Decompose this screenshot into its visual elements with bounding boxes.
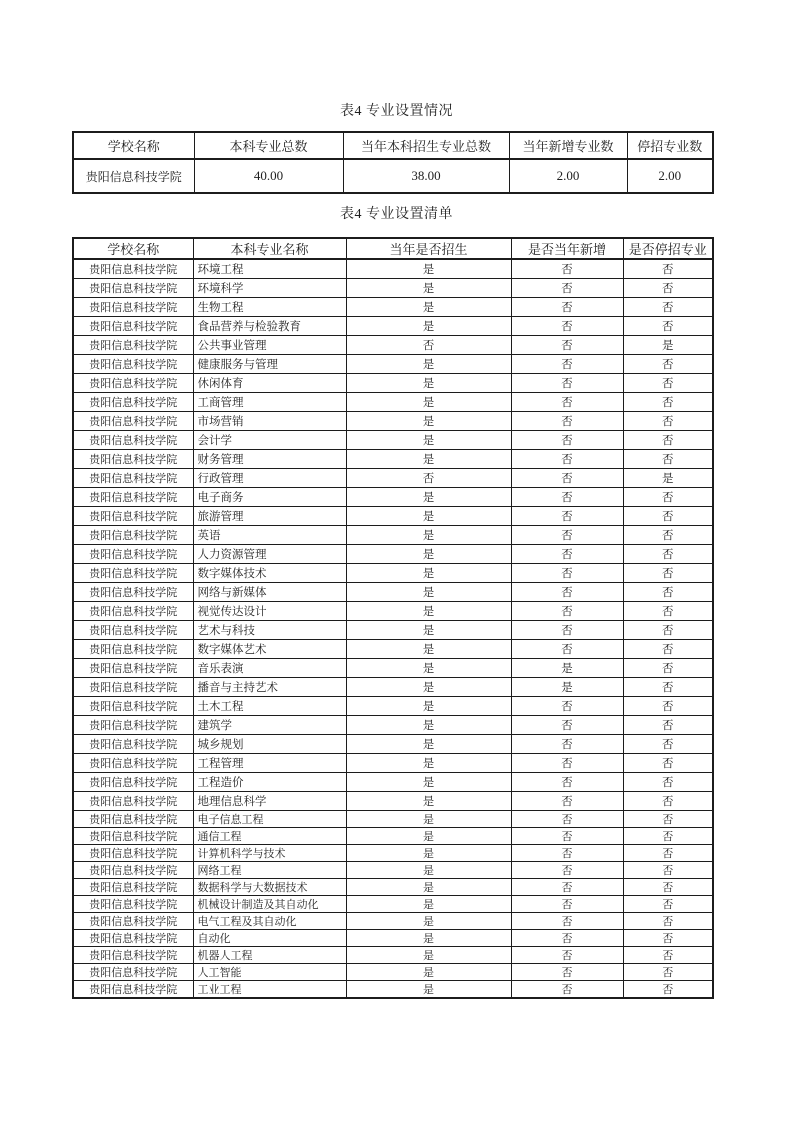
table-cell: 否 <box>623 878 713 895</box>
table-cell: 否 <box>511 620 623 639</box>
table-cell: 艺术与科技 <box>193 620 346 639</box>
table-row <box>73 980 713 998</box>
table-cell: 否 <box>511 335 623 354</box>
table-row <box>73 753 713 772</box>
table-cell: 否 <box>623 963 713 980</box>
table-cell: 否 <box>623 980 713 998</box>
table-cell: 贵阳信息科技学院 <box>73 525 193 544</box>
table-cell: 否 <box>623 506 713 525</box>
table-cell: 否 <box>623 297 713 316</box>
table-cell: 否 <box>623 449 713 468</box>
table-cell: 城乡规划 <box>193 734 346 753</box>
table-cell: 否 <box>511 278 623 297</box>
table-cell: 贵阳信息科技学院 <box>73 601 193 620</box>
table-cell: 机器人工程 <box>193 946 346 963</box>
header-row <box>73 238 713 259</box>
table-cell: 否 <box>623 525 713 544</box>
table-row <box>73 316 713 335</box>
table-cell: 贵阳信息科技学院 <box>73 827 193 844</box>
table-cell: 否 <box>623 734 713 753</box>
summary-table <box>72 131 714 194</box>
table-cell: 否 <box>511 525 623 544</box>
table-cell: 贵阳信息科技学院 <box>73 582 193 601</box>
table-row <box>73 895 713 912</box>
table-cell: 否 <box>623 544 713 563</box>
table-cell: 是 <box>346 392 511 411</box>
table-cell: 否 <box>511 297 623 316</box>
table-row <box>73 878 713 895</box>
table-cell: 否 <box>623 354 713 373</box>
table-cell: 贵阳信息科技学院 <box>73 411 193 430</box>
table-cell: 否 <box>623 563 713 582</box>
table-cell: 贵阳信息科技学院 <box>73 354 193 373</box>
table-cell: 是 <box>346 487 511 506</box>
table-row <box>73 563 713 582</box>
table-cell: 贵阳信息科技学院 <box>73 563 193 582</box>
table-cell: 否 <box>623 316 713 335</box>
table-cell: 贵阳信息科技学院 <box>73 980 193 998</box>
table-cell: 贵阳信息科技学院 <box>73 696 193 715</box>
table-cell: 否 <box>511 772 623 791</box>
table-cell: 否 <box>623 582 713 601</box>
table-cell: 是 <box>346 946 511 963</box>
table-cell: 食品营养与检验教育 <box>193 316 346 335</box>
table-cell: 否 <box>511 946 623 963</box>
table-cell: 否 <box>346 468 511 487</box>
table-cell: 网络工程 <box>193 861 346 878</box>
table-cell: 否 <box>511 354 623 373</box>
table-cell: 是 <box>511 677 623 696</box>
table-row <box>73 601 713 620</box>
table-row <box>73 639 713 658</box>
table-cell: 贵阳信息科技学院 <box>73 449 193 468</box>
column-header: 当年新增专业数 <box>509 132 627 159</box>
table-row <box>73 582 713 601</box>
table-cell: 否 <box>623 929 713 946</box>
table-cell: 否 <box>511 791 623 810</box>
table-row <box>73 354 713 373</box>
table-row <box>73 963 713 980</box>
table-cell: 否 <box>511 912 623 929</box>
column-header: 本科专业名称 <box>193 238 346 259</box>
table-cell: 通信工程 <box>193 827 346 844</box>
table-cell: 贵阳信息科技学院 <box>73 506 193 525</box>
table-row <box>73 677 713 696</box>
table-cell: 贵阳信息科技学院 <box>73 912 193 929</box>
table-row <box>73 946 713 963</box>
table-cell: 贵阳信息科技学院 <box>73 487 193 506</box>
table-cell: 是 <box>346 620 511 639</box>
table-cell: 行政管理 <box>193 468 346 487</box>
table-cell: 贵阳信息科技学院 <box>73 544 193 563</box>
table-cell: 否 <box>511 582 623 601</box>
table-row <box>73 159 713 193</box>
table-cell: 是 <box>346 734 511 753</box>
table-cell: 是 <box>346 827 511 844</box>
table-cell: 人力资源管理 <box>193 544 346 563</box>
table-cell: 是 <box>346 696 511 715</box>
header-row <box>73 132 713 159</box>
column-header: 当年本科招生专业总数 <box>343 132 509 159</box>
table-cell: 否 <box>511 861 623 878</box>
table-row <box>73 487 713 506</box>
table-cell: 贵阳信息科技学院 <box>73 861 193 878</box>
table-cell: 否 <box>511 963 623 980</box>
table-row <box>73 620 713 639</box>
table-cell: 贵阳信息科技学院 <box>73 791 193 810</box>
table-cell: 是 <box>346 772 511 791</box>
table-cell: 电子商务 <box>193 487 346 506</box>
table-cell: 否 <box>623 946 713 963</box>
table-cell: 是 <box>346 563 511 582</box>
table-cell: 休闲体育 <box>193 373 346 392</box>
table-cell: 贵阳信息科技学院 <box>73 278 193 297</box>
table-cell: 否 <box>623 912 713 929</box>
table-cell: 是 <box>346 791 511 810</box>
column-header: 是否当年新增 <box>511 238 623 259</box>
table-cell: 否 <box>623 658 713 677</box>
table-cell: 是 <box>346 912 511 929</box>
column-header: 本科专业总数 <box>194 132 343 159</box>
table-row <box>73 449 713 468</box>
table-cell: 环境工程 <box>193 259 346 278</box>
table-cell: 网络与新媒体 <box>193 582 346 601</box>
table-cell: 贵阳信息科技学院 <box>73 772 193 791</box>
table-cell: 否 <box>623 411 713 430</box>
table-cell: 旅游管理 <box>193 506 346 525</box>
table-row <box>73 696 713 715</box>
table-cell: 电气工程及其自动化 <box>193 912 346 929</box>
table-cell: 否 <box>623 861 713 878</box>
table-cell: 否 <box>511 827 623 844</box>
table-cell: 播音与主持艺术 <box>193 677 346 696</box>
table-row <box>73 297 713 316</box>
table-cell: 环境科学 <box>193 278 346 297</box>
table-cell: 否 <box>511 392 623 411</box>
table-cell: 否 <box>511 696 623 715</box>
table-cell: 否 <box>623 895 713 912</box>
table-cell: 否 <box>511 449 623 468</box>
table-cell: 否 <box>623 715 713 734</box>
table-cell: 贵阳信息科技学院 <box>73 392 193 411</box>
table-cell: 否 <box>511 753 623 772</box>
table-cell: 土木工程 <box>193 696 346 715</box>
table-cell: 贵阳信息科技学院 <box>73 810 193 827</box>
table-cell: 是 <box>346 278 511 297</box>
table-cell: 贵阳信息科技学院 <box>73 159 194 193</box>
table-cell: 2.00 <box>509 159 627 193</box>
table-cell: 贵阳信息科技学院 <box>73 373 193 392</box>
table-cell: 贵阳信息科技学院 <box>73 658 193 677</box>
table-cell: 否 <box>623 278 713 297</box>
table-cell: 公共事业管理 <box>193 335 346 354</box>
list-table <box>72 237 714 999</box>
table-cell: 会计学 <box>193 430 346 449</box>
table-cell: 否 <box>511 878 623 895</box>
table-cell: 贵阳信息科技学院 <box>73 639 193 658</box>
table-row <box>73 810 713 827</box>
table-row <box>73 392 713 411</box>
table-cell: 自动化 <box>193 929 346 946</box>
table-cell: 贵阳信息科技学院 <box>73 734 193 753</box>
list-table-title: 表4 专业设置清单 <box>340 207 453 222</box>
table-cell: 否 <box>623 430 713 449</box>
table-cell: 否 <box>623 259 713 278</box>
table-cell: 否 <box>511 430 623 449</box>
table-cell: 是 <box>346 411 511 430</box>
table-cell: 工商管理 <box>193 392 346 411</box>
table-cell: 否 <box>623 772 713 791</box>
table-cell: 电子信息工程 <box>193 810 346 827</box>
table-cell: 否 <box>511 929 623 946</box>
table-row <box>73 259 713 278</box>
table-cell: 数字媒体技术 <box>193 563 346 582</box>
table-cell: 是 <box>623 335 713 354</box>
table-cell: 否 <box>623 677 713 696</box>
table-cell: 是 <box>346 373 511 392</box>
table-cell: 否 <box>511 468 623 487</box>
table-cell: 否 <box>511 601 623 620</box>
table-cell: 地理信息科学 <box>193 791 346 810</box>
table-cell: 数字媒体艺术 <box>193 639 346 658</box>
table-cell: 贵阳信息科技学院 <box>73 430 193 449</box>
table-cell: 38.00 <box>343 159 509 193</box>
table-cell: 否 <box>511 810 623 827</box>
summary-table-title: 表4 专业设置情况 <box>340 104 453 119</box>
table-cell: 是 <box>346 639 511 658</box>
table-cell: 数据科学与大数据技术 <box>193 878 346 895</box>
table-cell: 贵阳信息科技学院 <box>73 468 193 487</box>
table-cell: 否 <box>511 895 623 912</box>
table-row <box>73 430 713 449</box>
table-cell: 否 <box>511 373 623 392</box>
table-row <box>73 844 713 861</box>
table-cell: 贵阳信息科技学院 <box>73 929 193 946</box>
table-row <box>73 827 713 844</box>
table-cell: 是 <box>346 582 511 601</box>
table-cell: 工程造价 <box>193 772 346 791</box>
table-cell: 是 <box>346 878 511 895</box>
table-cell: 是 <box>346 929 511 946</box>
table-cell: 英语 <box>193 525 346 544</box>
table-cell: 是 <box>346 980 511 998</box>
table-cell: 贵阳信息科技学院 <box>73 677 193 696</box>
table-cell: 否 <box>511 544 623 563</box>
table-cell: 贵阳信息科技学院 <box>73 620 193 639</box>
table-cell: 否 <box>511 734 623 753</box>
table-row <box>73 335 713 354</box>
table-cell: 否 <box>623 753 713 772</box>
table-cell: 是 <box>346 895 511 912</box>
table-cell: 否 <box>623 620 713 639</box>
table-cell: 是 <box>346 963 511 980</box>
table-cell: 是 <box>346 354 511 373</box>
table-cell: 贵阳信息科技学院 <box>73 316 193 335</box>
table-cell: 工程管理 <box>193 753 346 772</box>
table-cell: 否 <box>623 791 713 810</box>
table-cell: 否 <box>623 696 713 715</box>
table-row <box>73 506 713 525</box>
table-row <box>73 658 713 677</box>
table-cell: 市场营销 <box>193 411 346 430</box>
table-cell: 是 <box>511 658 623 677</box>
table-row <box>73 912 713 929</box>
table-cell: 是 <box>346 715 511 734</box>
table-cell: 工业工程 <box>193 980 346 998</box>
table-cell: 人工智能 <box>193 963 346 980</box>
table-row <box>73 411 713 430</box>
table-cell: 是 <box>346 601 511 620</box>
table-cell: 否 <box>511 411 623 430</box>
table-cell: 是 <box>346 297 511 316</box>
table-row <box>73 278 713 297</box>
table-cell: 是 <box>346 677 511 696</box>
table-cell: 是 <box>346 658 511 677</box>
table-cell: 否 <box>623 392 713 411</box>
table-row <box>73 715 713 734</box>
table-cell: 是 <box>346 506 511 525</box>
table-row <box>73 772 713 791</box>
table-cell: 是 <box>346 525 511 544</box>
table-row <box>73 929 713 946</box>
table-cell: 40.00 <box>194 159 343 193</box>
table-row <box>73 734 713 753</box>
table-cell: 否 <box>511 316 623 335</box>
table-cell: 贵阳信息科技学院 <box>73 895 193 912</box>
table-cell: 是 <box>346 544 511 563</box>
table-cell: 是 <box>346 753 511 772</box>
table-cell: 否 <box>511 259 623 278</box>
table-cell: 贵阳信息科技学院 <box>73 297 193 316</box>
column-header: 停招专业数 <box>627 132 713 159</box>
table-cell: 是 <box>346 810 511 827</box>
table-cell: 贵阳信息科技学院 <box>73 844 193 861</box>
table-cell: 贵阳信息科技学院 <box>73 963 193 980</box>
table-row <box>73 791 713 810</box>
table-row <box>73 468 713 487</box>
table-cell: 是 <box>346 844 511 861</box>
table-cell: 否 <box>623 373 713 392</box>
table-cell: 否 <box>346 335 511 354</box>
table-cell: 贵阳信息科技学院 <box>73 878 193 895</box>
table-cell: 否 <box>623 601 713 620</box>
table-cell: 贵阳信息科技学院 <box>73 715 193 734</box>
table-cell: 否 <box>623 810 713 827</box>
table-row <box>73 373 713 392</box>
table-cell: 否 <box>511 487 623 506</box>
table-cell: 否 <box>511 563 623 582</box>
table-cell: 建筑学 <box>193 715 346 734</box>
table-cell: 音乐表演 <box>193 658 346 677</box>
table-cell: 是 <box>346 449 511 468</box>
table-cell: 贵阳信息科技学院 <box>73 259 193 278</box>
column-header: 是否停招专业 <box>623 238 713 259</box>
table-row <box>73 544 713 563</box>
table-cell: 是 <box>346 259 511 278</box>
table-cell: 否 <box>623 639 713 658</box>
table-cell: 健康服务与管理 <box>193 354 346 373</box>
table-cell: 贵阳信息科技学院 <box>73 753 193 772</box>
table-cell: 视觉传达设计 <box>193 601 346 620</box>
column-header: 当年是否招生 <box>346 238 511 259</box>
table-cell: 是 <box>346 316 511 335</box>
table-cell: 否 <box>623 844 713 861</box>
table-cell: 是 <box>346 430 511 449</box>
table-cell: 否 <box>511 506 623 525</box>
table-cell: 2.00 <box>627 159 713 193</box>
table-cell: 机械设计制造及其自动化 <box>193 895 346 912</box>
table-cell: 否 <box>511 980 623 998</box>
table-cell: 否 <box>511 639 623 658</box>
table-row <box>73 861 713 878</box>
table-cell: 计算机科学与技术 <box>193 844 346 861</box>
table-cell: 财务管理 <box>193 449 346 468</box>
table-cell: 是 <box>623 468 713 487</box>
table-cell: 否 <box>511 715 623 734</box>
column-header: 学校名称 <box>73 238 193 259</box>
table-cell: 贵阳信息科技学院 <box>73 946 193 963</box>
table-cell: 否 <box>511 844 623 861</box>
table-cell: 生物工程 <box>193 297 346 316</box>
table-cell: 是 <box>346 861 511 878</box>
table-cell: 否 <box>623 827 713 844</box>
table-cell: 否 <box>623 487 713 506</box>
table-cell: 贵阳信息科技学院 <box>73 335 193 354</box>
table-row <box>73 525 713 544</box>
column-header: 学校名称 <box>73 132 194 159</box>
